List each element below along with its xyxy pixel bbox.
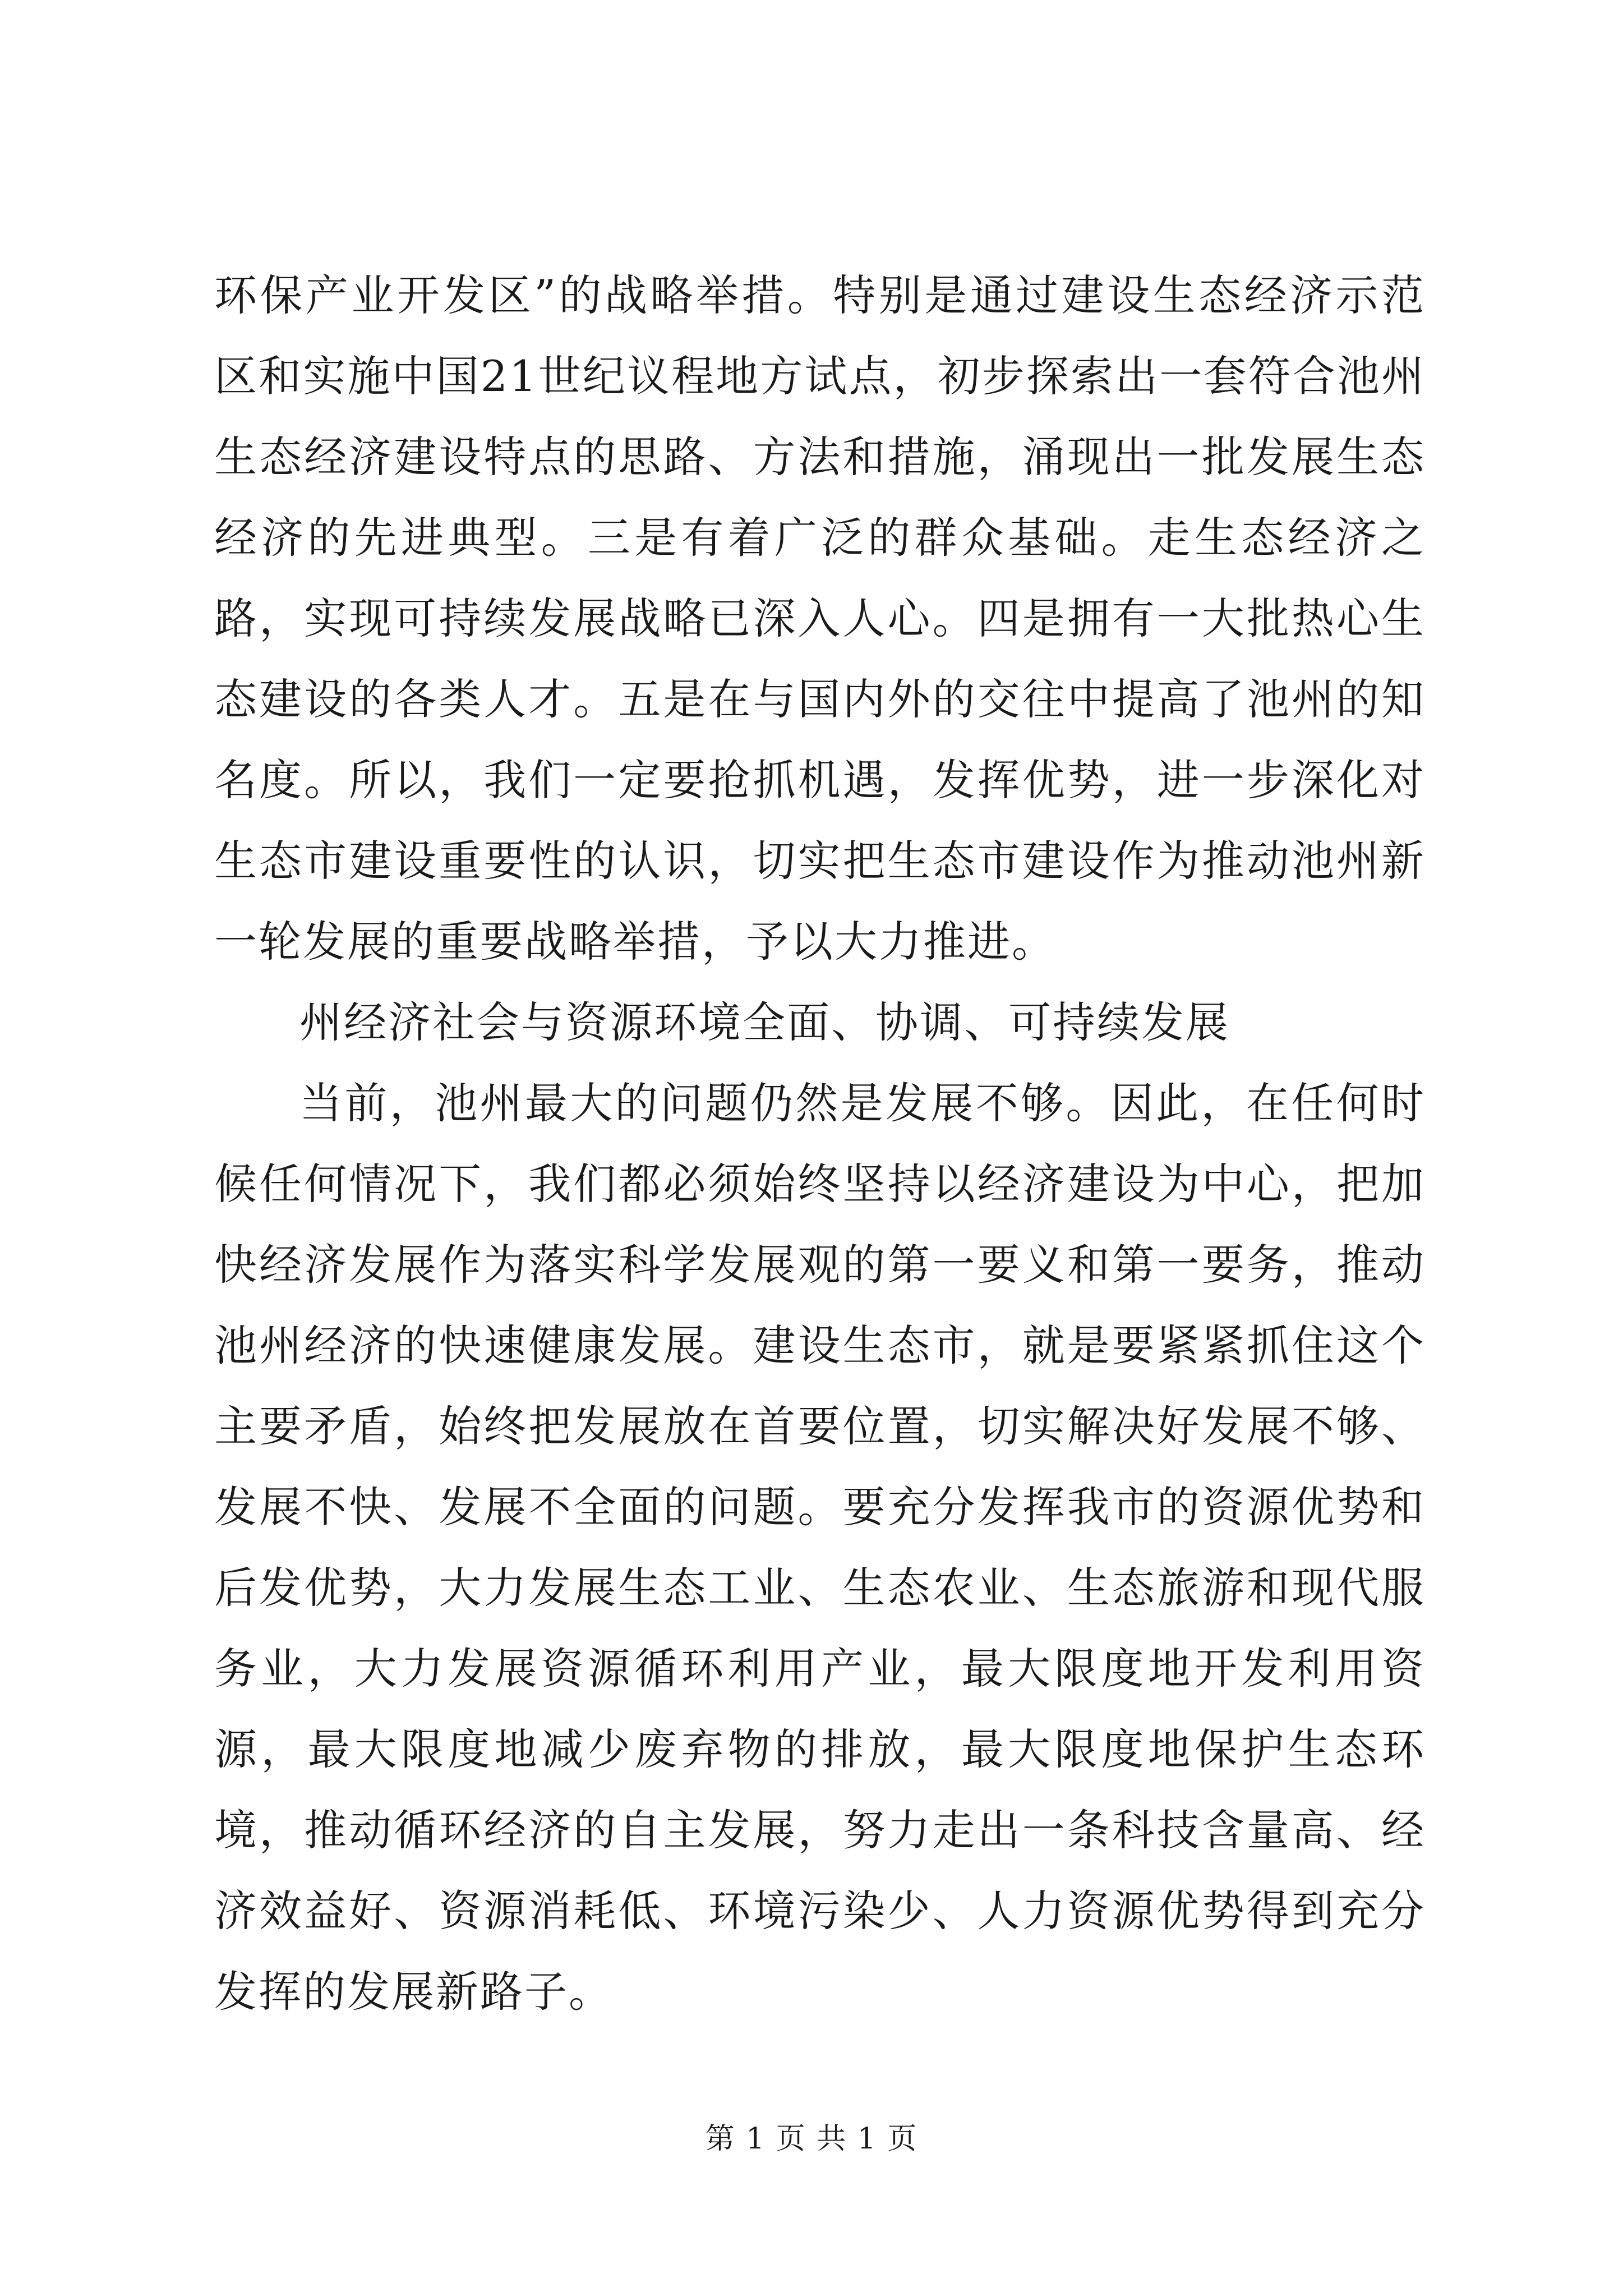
paragraph-development: 当前，池州最大的问题仍然是发展不够。因此，在任何时候任何情况下，我们都必须始终坚持以经济建设为中心，把加快经济发展作为落实科学发展观的第一要义和第一要务，推动池州经济的快速健康发展。建设生态市，就是要紧紧抓住这个主要矛盾，始终把发展放在首要位置，切实解决好发展不够、发展不快、发展不全面的问题。要充分发挥我市的资源优势和后发优势，大力发展生态工业、生态农业、生态旅游和现代服务业，大力发展资源循环利用产业，最大限度地开发利用资源，最大限度地减少废弃物的排放，最大限度地保护生态环境，推动循环经济的自主发展，努力走出一条科技含量高、经济效益好、资源消耗低、环境污染少、人力资源优势得到充分发挥的发展新路子。	[214, 1078, 1426, 2017]
page-number-footer: 第 1 页 共 1 页	[705, 2122, 918, 2156]
paragraph-strategy: 环保产业开发区”的战略举措。特别是通过建设生态经济示范区和实施中国21世纪议程地方试点，初步探索出一套符合池州生态经济建设特点的思路、方法和措施，涌现出一批发展生态经济的先进典型。三是有着广泛的群众基础。走生态经济之路，实现可持续发展战略已深入人心。四是拥有一大批热心生态建设的各类人才。五是在与国内外的交往中提高了池州的知名度。所以，我们一定要抢抓机遇，发挥优势，进一步深化对生态市建设重要性的认识，切实把生态市建设作为推动池州新一轮发展的重要战略举措，予以大力推进。	[214, 270, 1426, 967]
section-heading: 州经济社会与资源环境全面、协调、可持续发展	[299, 997, 1230, 1047]
document-body	[214, 255, 1426, 2032]
